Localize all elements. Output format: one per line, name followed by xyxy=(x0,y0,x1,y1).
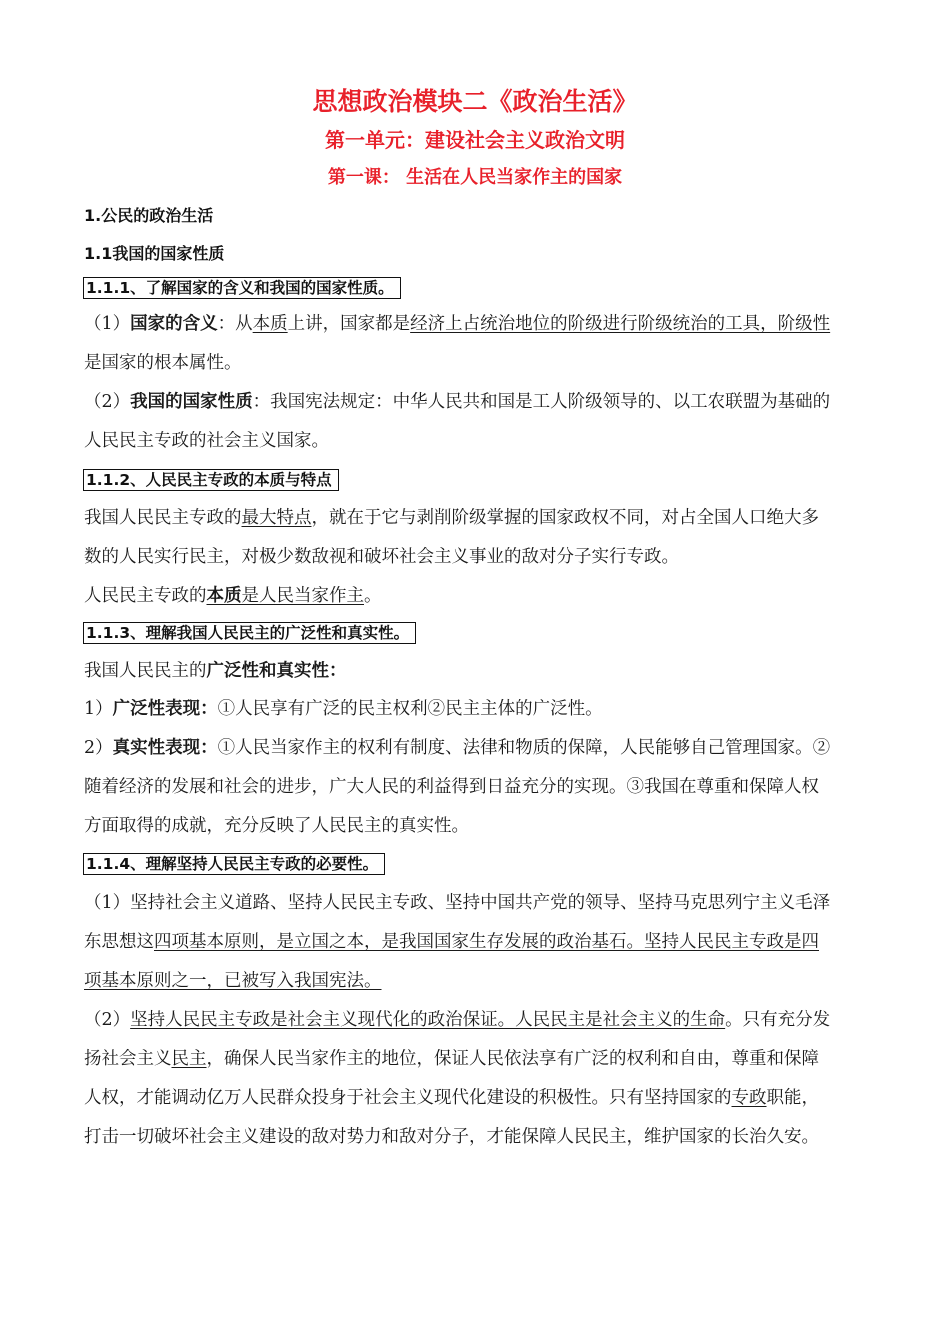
paragraph-principles: （1）坚持社会主义道路、坚持人民民主专政、坚持中国共产党的领导、坚持马克思列宁主义毛泽 xyxy=(84,893,831,913)
section-heading-1-1: 1.1我国的国家性质 xyxy=(84,244,225,263)
boxed-heading-1-1-3: 1.1.3、理解我国人民民主的广泛性和真实性。 xyxy=(83,622,416,644)
lesson-title: 第一课： 生活在人民当家作主的国家 xyxy=(327,167,623,188)
paragraph-democracy-intro: 我国人民民主的广泛性和真实性： xyxy=(84,661,347,681)
paragraph-essence: 人民民主专政的本质是人民当家作主。 xyxy=(84,586,382,606)
paragraph-breadth: 1）广泛性表现：①人民享有广泛的民主权利②民主主体的广泛性。 xyxy=(84,699,603,719)
boxed-heading-1-1-2: 1.1.2、人民民主专政的本质与特点 xyxy=(83,469,339,491)
paragraph-state-nature-line2: 人民民主专政的社会主义国家。 xyxy=(84,431,329,451)
paragraph-principles-line2: 东思想这四项基本原则，是立国之本，是我国国家生存发展的政治基石。坚持人民民主专政是四 xyxy=(84,932,819,952)
unit-title: 第一单元：建设社会主义政治文明 xyxy=(325,128,625,152)
paragraph-guarantee-line2: 扬社会主义民主，确保人民当家作主的地位，保证人民依法享有广泛的权利和自由，尊重和保障 xyxy=(84,1049,819,1069)
paragraph-authenticity: 2）真实性表现：①人民当家作主的权利有制度、法律和物质的保障，人民能够自己管理国家。② xyxy=(84,738,831,758)
boxed-heading-1-1-1: 1.1.1、了解国家的含义和我国的国家性质。 xyxy=(83,277,401,299)
paragraph-feature-line2: 数的人民实行民主，对极少数敌视和破坏社会主义事业的敌对分子实行专政。 xyxy=(84,547,679,567)
module-title: 思想政治模块二《政治生活》 xyxy=(312,87,638,116)
paragraph-state-meaning: （1）国家的含义：从本质上讲，国家都是经济上占统治地位的阶级进行阶级统治的工具，阶级性 xyxy=(84,314,831,334)
paragraph-authenticity-line2: 随着经济的发展和社会的进步，广大人民的利益得到日益充分的实现。③我国在尊重和保障人权 xyxy=(84,777,819,797)
paragraph-authenticity-line3: 方面取得的成就，充分反映了人民民主的真实性。 xyxy=(84,816,469,836)
paragraph-guarantee-line3: 人权，才能调动亿万人民群众投身于社会主义现代化建设的积极性。只有坚持国家的专政职能， xyxy=(84,1088,819,1108)
paragraph-state-meaning-line2: 是国家的根本属性。 xyxy=(84,353,242,373)
paragraph-feature: 我国人民民主专政的最大特点，就在于它与剥削阶级掌握的国家政权不同，对占全国人口绝大多 xyxy=(84,508,819,528)
boxed-heading-1-1-4: 1.1.4、理解坚持人民民主专政的必要性。 xyxy=(83,853,385,875)
paragraph-state-nature: （2）我国的国家性质：我国宪法规定：中华人民共和国是工人阶级领导的、以工农联盟为基础的 xyxy=(84,392,831,412)
section-heading-1: 1.公民的政治生活 xyxy=(84,206,214,225)
paragraph-guarantee-line4: 打击一切破坏社会主义建设的敌对势力和敌对分子，才能保障人民民主，维护国家的长治久安。 xyxy=(84,1127,819,1147)
paragraph-principles-line3: 项基本原则之一，已被写入我国宪法。 xyxy=(84,971,382,991)
paragraph-guarantee: （2）坚持人民民主专政是社会主义现代化的政治保证。人民民主是社会主义的生命。只有充分发 xyxy=(84,1010,831,1030)
